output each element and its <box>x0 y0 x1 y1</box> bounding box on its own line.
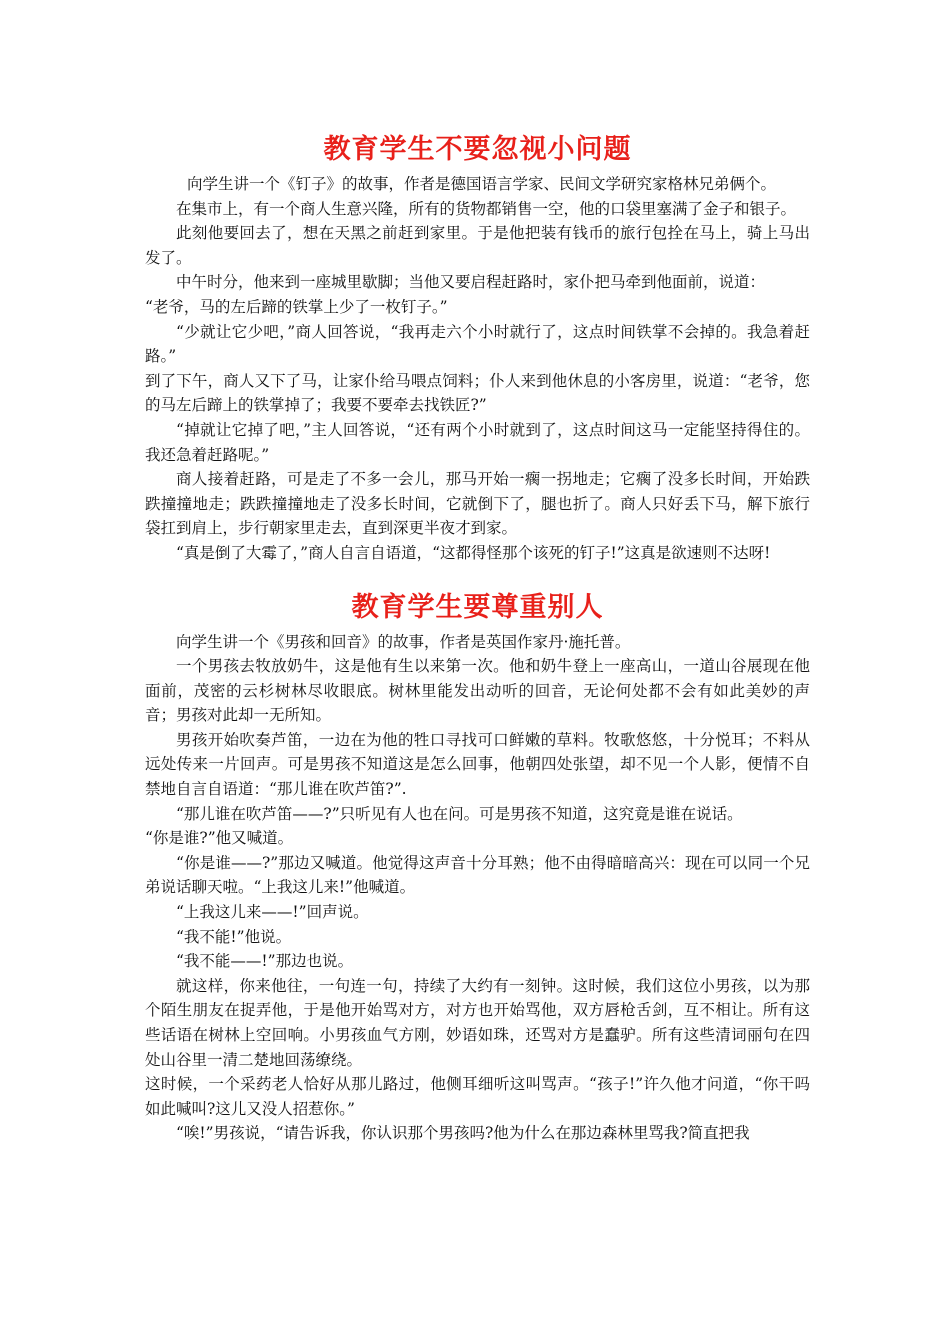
paragraph: 中午时分，他来到一座城里歇脚；当他又要启程赶路时，家仆把马牵到他面前，说道： <box>176 273 766 292</box>
paragraph: “少就让它少吧，”商人回答说，“我再走六个小时就行了，这点时间铁掌不会掉的。我急着赶路。” <box>145 322 810 366</box>
paragraph: “上我这儿来——!”回声说。 <box>176 903 369 922</box>
paragraph: 男孩开始吹奏芦笛，一边在为他的牲口寻找可口鲜嫩的草料。牧歌悠悠，十分悦耳；不料从远处传来一片回声。可是男孩不知道这是怎么回事，他朝四处张望，却不见一个人影，便情不自禁地自言自语道：“那儿谁在吹芦笛?”. <box>145 730 810 799</box>
paragraph: 向学生讲一个《钉子》的故事，作者是德国语言学家、民间文学研究家格林兄弟俩个。 <box>187 175 777 193</box>
paragraph: 在集市上，有一个商人生意兴隆，所有的货物都销售一空，他的口袋里塞满了金子和银子。 <box>176 199 797 218</box>
paragraph: “真是倒了大霉了，”商人自言自语道，“这都得怪那个该死的钉子!”这真是欲速则不达呀! <box>176 543 771 562</box>
paragraph: “你是谁——?”那边又喊道。他觉得这声音十分耳熟；他不由得暗暗高兴：现在可以同一个兄弟说话聊天啦。“上我这儿来!”他喊道。 <box>145 853 810 897</box>
section-title-2: 教育学生要尊重别人 <box>351 591 604 623</box>
paragraph: 就这样，你来他往，一句连一句，持续了大约有一刻钟。这时候，我们这位小男孩，以为那个陌生朋友在捉弄他，于是他开始骂对方，对方也开始骂他，双方唇枪舌剑，互不相让。所有这些话语在树林上空回响。小男孩血气方刚，妙语如珠，还骂对方是蠢驴。所有这些清词丽句在四处山谷里一清二楚地回荡缭绕。 <box>145 976 810 1069</box>
document-page <box>145 128 810 1146</box>
paragraph: 向学生讲一个《男孩和回音》的故事，作者是英国作家丹·施托普。 <box>176 632 631 651</box>
paragraph: 商人接着赶路，可是走了不多一会儿，那马开始一瘸一拐地走；它瘸了没多长时间，开始跌跌撞撞地走；跌跌撞撞地走了没多长时间，它就倒下了，腿也折了。商人只好丢下马，解下旅行袋扛到肩上，步行朝家里走去，直到深更半夜才到家。 <box>145 470 810 538</box>
paragraph: “我不能!”他说。 <box>176 927 292 946</box>
paragraph: “掉就让它掉了吧，”主人回答说，“还有两个小时就到了，这点时间这马一定能坚持得住的。我还急着赶路呢。” <box>145 420 810 464</box>
paragraph: 这时候，一个采药老人恰好从那儿路过，他侧耳细听这叫骂声。“孩子!”许久他才问道，“你干吗如此喊叫?这儿又没人招惹你。” <box>145 1075 810 1118</box>
section-title-1: 教育学生不要忽视小问题 <box>323 134 632 165</box>
paragraph: 此刻他要回去了，想在天黑之前赶到家里。于是他把装有钱币的旅行包拴在马上，骑上马出发了。 <box>145 224 810 267</box>
paragraph: “我不能——!”那边也说。 <box>176 952 354 971</box>
paragraph: “那儿谁在吹芦笛——?”只听见有人也在问。可是男孩不知道，这究竟是谁在说话。 <box>176 804 743 823</box>
paragraph: “你是谁?”他又喊道。 <box>145 829 294 848</box>
paragraph: “老爷，马的左后蹄的铁掌上少了一枚钉子。” <box>145 297 448 316</box>
paragraph: 到了下午，商人又下了马，让家仆给马喂点饲料；仆人来到他休息的小客房里，说道：“老爷，您的马左后蹄上的铁掌掉了；我要不要牵去找铁匠?” <box>145 371 810 415</box>
paragraph: “唉!”男孩说，“请告诉我，你认识那个男孩吗?他为什么在那边森林里骂我?简直把我 <box>176 1124 750 1143</box>
paragraph: 一个男孩去牧放奶牛，这是他有生以来第一次。他和奶牛登上一座高山，一道山谷展现在他面前，茂密的云杉树林尽收眼底。树林里能发出动听的回音，无论何处都不会有如此美妙的声音；男孩对此却一无所知。 <box>145 657 810 725</box>
